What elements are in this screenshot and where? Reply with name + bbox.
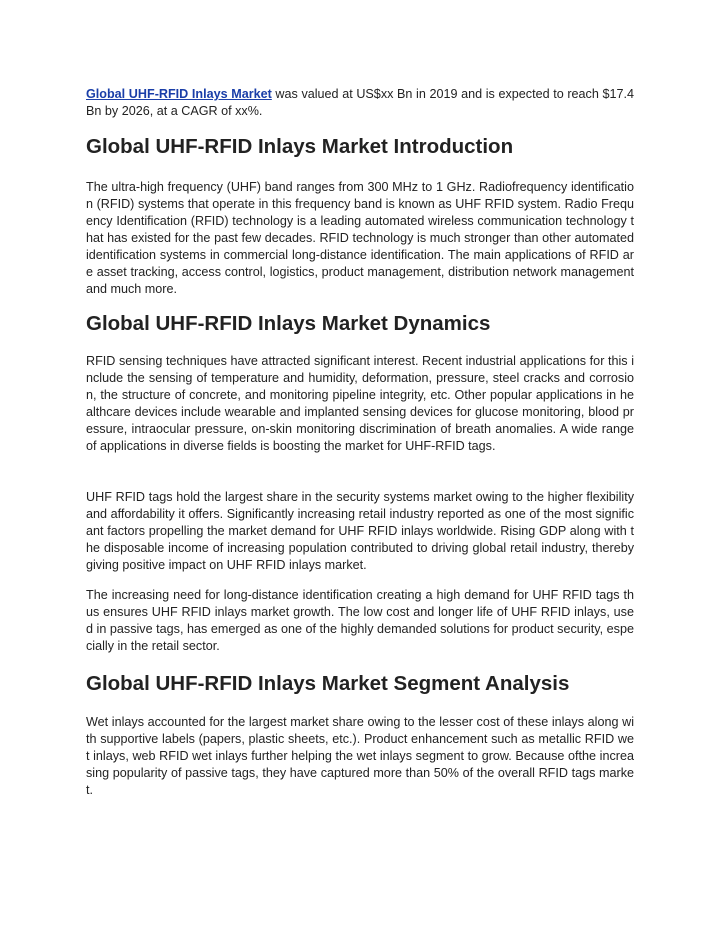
introduction-paragraph: The ultra-high frequency (UHF) band ranges from 300 MHz to 1 GHz. Radiofrequency identification (RFID) systems that operate in this frequency band is known as UHF RFID system. Radio Frequency Identification (RFID) technology is a leading automated wireless communication technology that has existed for the past few decades. RFID technology is much stronger than other automated identification systems in commercial long-distance identification. The main applications of RFID are asset tracking, access control, logistics, product management, distribution network management and much more. [86,180,634,296]
intro-text: was valued at US$xx Bn in 2019 and is expected to reach $17.4Bn by 2026, at a CAGR of xx%. [86,87,634,118]
intro-paragraph [86,86,634,120]
section-heading-introduction: Global UHF-RFID Inlays Market Introduction [86,135,514,158]
section-heading-segment-analysis: Global UHF-RFID Inlays Market Segment Analysis [86,672,570,695]
dynamics-paragraph-3: The increasing need for long-distance identification creating a high demand for UHF RFID tags thus ensures UHF RFID inlays market growth. The low cost and longer life of UHF RFID inlays, used in passive tags, has emerged as one of the highly demanded solutions for product security, especially in the retail sector. [86,588,634,653]
market-report-link[interactable]: Global UHF-RFID Inlays Market [86,87,272,101]
dynamics-paragraph-2: UHF RFID tags hold the largest share in the security systems market owing to the higher flexibility and affordability it offers. Significantly increasing retail industry reported as one of the most significant factors propelling the market demand for UHF RFID inlays worldwide. Rising GDP along with the disposable income of increasing population contributed to driving global retail industry, thereby giving positive impact on UHF RFID inlays market. [86,490,634,572]
segment-analysis-paragraph: Wet inlays accounted for the largest market share owing to the lesser cost of these inlays along with supportive labels (papers, plastic sheets, etc.). Product enhancement such as metallic RFID wet inlays, web RFID wet inlays further helping the wet inlays segment to grow. Because ofthe increasing popularity of passive tags, they have captured more than 50% of the overall RFID tags market. [86,715,634,797]
dynamics-paragraph-1: RFID sensing techniques have attracted significant interest. Recent industrial applications for this include the sensing of temperature and humidity, deformation, pressure, steel cracks and corrosion, the structure of concrete, and monitoring pipeline integrity, etc. Other popular applications in healthcare devices include wearable and implanted sensing devices for glucose monitoring, blood pressure, intraocular pressure, on-skin monitoring discrimination of breath anomalies. A wide range of applications in diverse fields is boosting the market for UHF-RFID tags. [86,354,634,453]
section-heading-dynamics: Global UHF-RFID Inlays Market Dynamics [86,312,491,335]
